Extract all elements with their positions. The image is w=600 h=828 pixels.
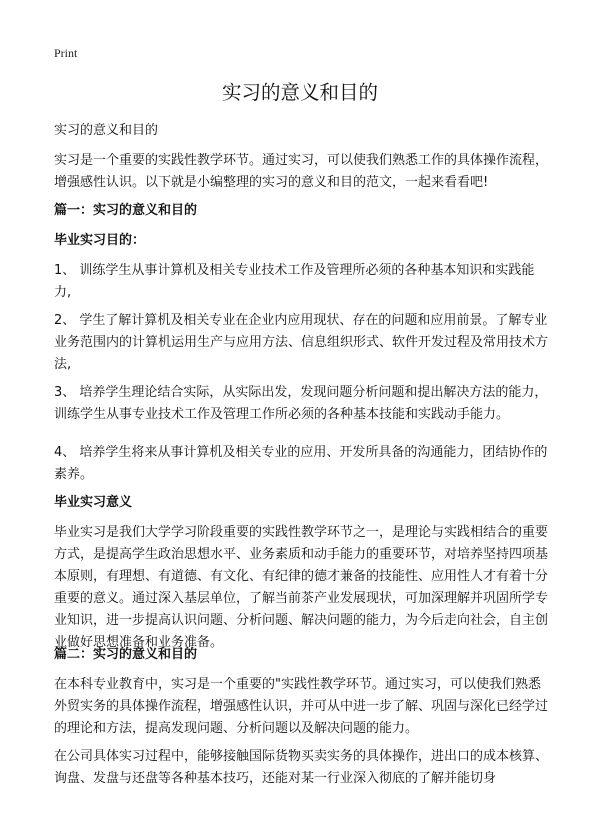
print-link[interactable]: Print (54, 46, 78, 60)
subtitle: 实习的意义和目的 (54, 123, 159, 138)
purpose-heading: 毕业实习目的： (54, 233, 146, 248)
section2-heading: 篇二：实习的意义和目的 (54, 647, 198, 662)
intro-paragraph: 实习是一个重要的实践性教学环节。通过实习，可以使我们熟悉工作的具体操作流程，增强感性认识。以下就是小编整理的实习的意义和目的范文，一起来看看吧! (54, 153, 549, 190)
section2-paragraph-2: 在公司具体实习过程中，能够接触国际货物买卖实务的具体操作，进出口的成本核算、询盘、发盘与还盘等各种基本技巧，还能对某一行业深入彻底的了解并能切身 (54, 749, 549, 786)
purpose-item-1: 1、 训练学生从事计算机及相关专业技术工作及管理所必须的各种基本知识和实践能力, (54, 263, 535, 300)
purpose-item-2: 2、 学生了解计算机及相关专业在企业内应用现状、存在的问题和应用前景。了解专业业务范围内的计算机运用生产与应用方法、信息组织形式、软件开发过程及常用技术方法, (54, 313, 549, 372)
page-title: 实习的意义和目的 (221, 81, 378, 104)
purpose-item-3: 3、 培养学生理论结合实际，从实际出发，发现问题分析问题和提出解决方法的能力，训练学生从事专业技术工作及管理工作所必须的各种基本技能和实践动手能力。 (54, 385, 548, 422)
meaning-heading: 毕业实习意义 (54, 495, 133, 510)
purpose-item-4: 4、 培养学生将来从事计算机及相关专业的应用、开发所具备的沟通能力，团结协作的素养。 (54, 445, 548, 482)
section2-paragraph-1: 在本科专业教育中，实习是一个重要的"实践性教学环节。通过实习，可以使我们熟悉外贸实务的具体操作流程，增强感性认识，并可从中进一步了解、巩固与深化已经学过的理论和方法，提高发现问题、分析问题以及解决问题的能力。 (54, 677, 549, 736)
section1-heading: 篇一：实习的意义和目的 (54, 203, 198, 218)
meaning-paragraph: 毕业实习是我们大学学习阶段重要的实践性教学环节之一，是理论与实践相结合的重要方式，是提高学生政治思想水平、业务素质和动手能力的重要环节，对培养坚持四项基本原则，有理想、有道德、有文化、有纪律的德才兼备的技能性、应用性人才有着十分重要的意义。通过深入基层单位，了解当前茶产业发展现状，可加深理解并巩固所学专业知识，进一步提高认识问题、分析问题、解决问题的能力，为今后走向社会，自主创业做好思想准备和业务准备。 (54, 525, 549, 650)
